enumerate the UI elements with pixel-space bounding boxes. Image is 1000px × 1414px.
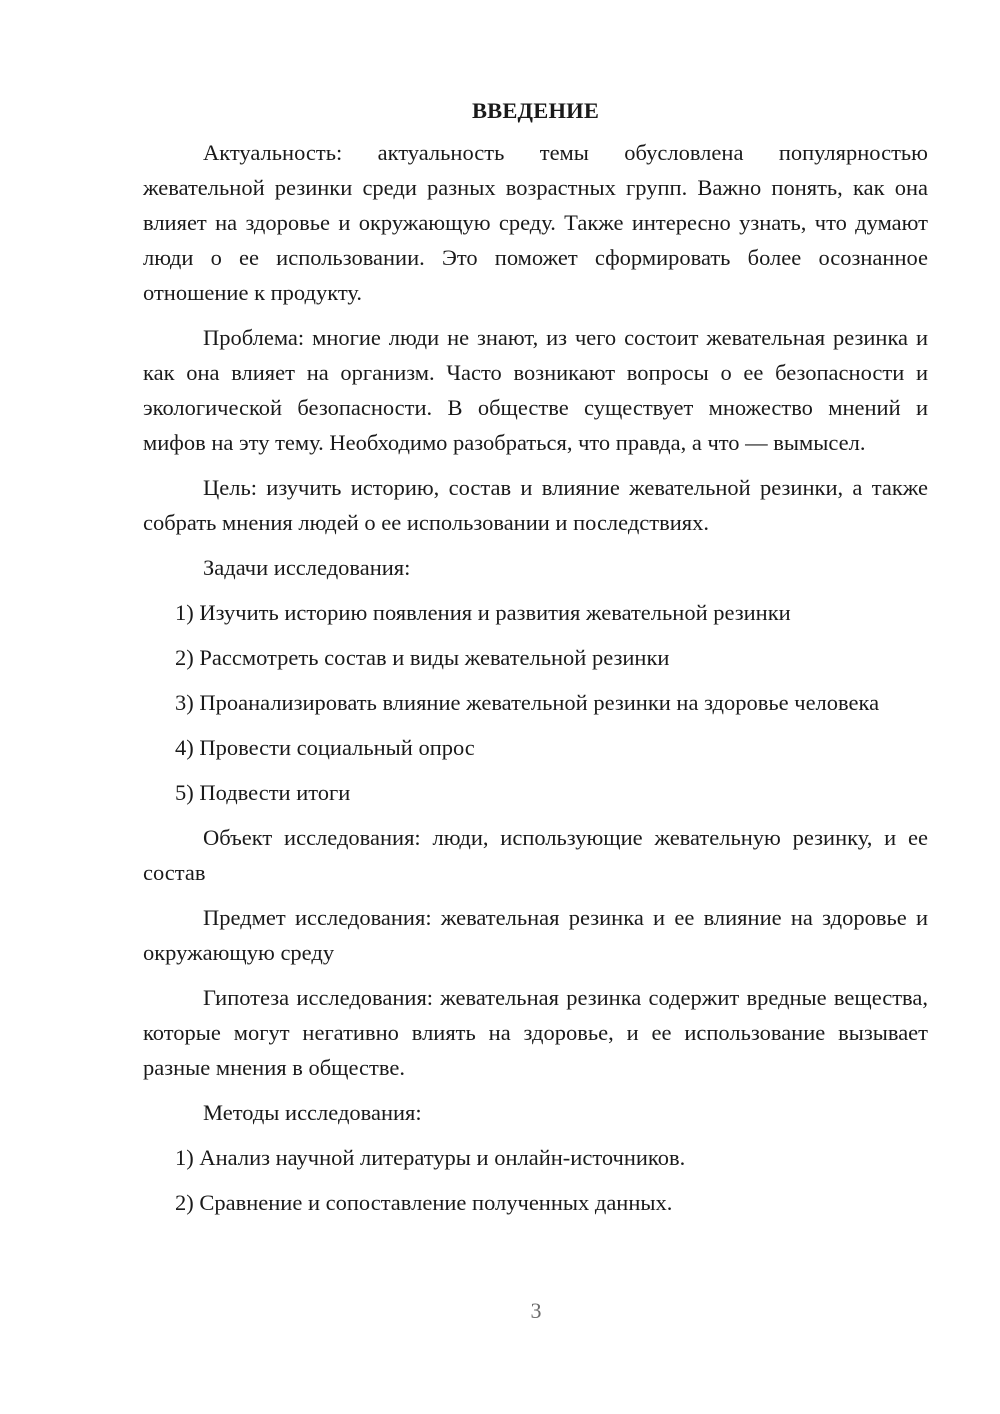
section-title: ВВЕДЕНИЕ (471, 98, 600, 123)
method-item-1: 1) Анализ научной литературы и онлайн-источников. (175, 1145, 686, 1170)
subject-paragraph: Предмет исследования: жевательная резинка и ее влияние на здоровье и окружающую среду (143, 905, 928, 965)
task-item-1: 1) Изучить историю появления и развития жевательной резинки (175, 600, 791, 625)
problem-paragraph: Проблема: многие люди не знают, из чего состоит жевательная резинка и как она влияет на организм. Часто возникают вопросы о ее безопасности и экологической безопасности. В обществе существует множество мнений и мифов на эту тему. Необходимо разобраться, что правда, а что — вымысел. (143, 325, 928, 455)
methods-heading: Методы исследования: (203, 1100, 422, 1125)
task-item-5: 5) Подвести итоги (175, 780, 351, 805)
tasks-list (143, 595, 928, 810)
method-item-2: 2) Сравнение и сопоставление полученных данных. (175, 1190, 673, 1215)
page-number: 3 (530, 1298, 542, 1323)
task-item-4: 4) Провести социальный опрос (175, 735, 475, 760)
document-page (143, 96, 928, 1230)
tasks-heading: Задачи исследования: (203, 555, 411, 580)
goal-paragraph: Цель: изучить историю, состав и влияние жевательной резинки, а также собрать мнения людей о ее использовании и последствиях. (143, 475, 928, 535)
task-item-2: 2) Рассмотреть состав и виды жевательной резинки (175, 645, 670, 670)
hypothesis-paragraph: Гипотеза исследования: жевательная резинка содержит вредные вещества, которые могут негативно влиять на здоровье, и ее использование вызывает разные мнения в обществе. (143, 985, 928, 1080)
relevance-paragraph: Актуальность: актуальность темы обусловлена популярностью жевательной резинки среди разных возрастных групп. Важно понять, как она влияет на здоровье и окружающую среду. Также интересно узнать, что думают люди о ее использовании. Это поможет сформировать более осознанное отношение к продукту. (143, 140, 928, 305)
methods-list (143, 1140, 928, 1220)
object-paragraph: Объект исследования: люди, использующие жевательную резинку, и ее состав (143, 825, 928, 885)
task-item-3: 3) Проанализировать влияние жевательной резинки на здоровье человека (175, 690, 880, 715)
